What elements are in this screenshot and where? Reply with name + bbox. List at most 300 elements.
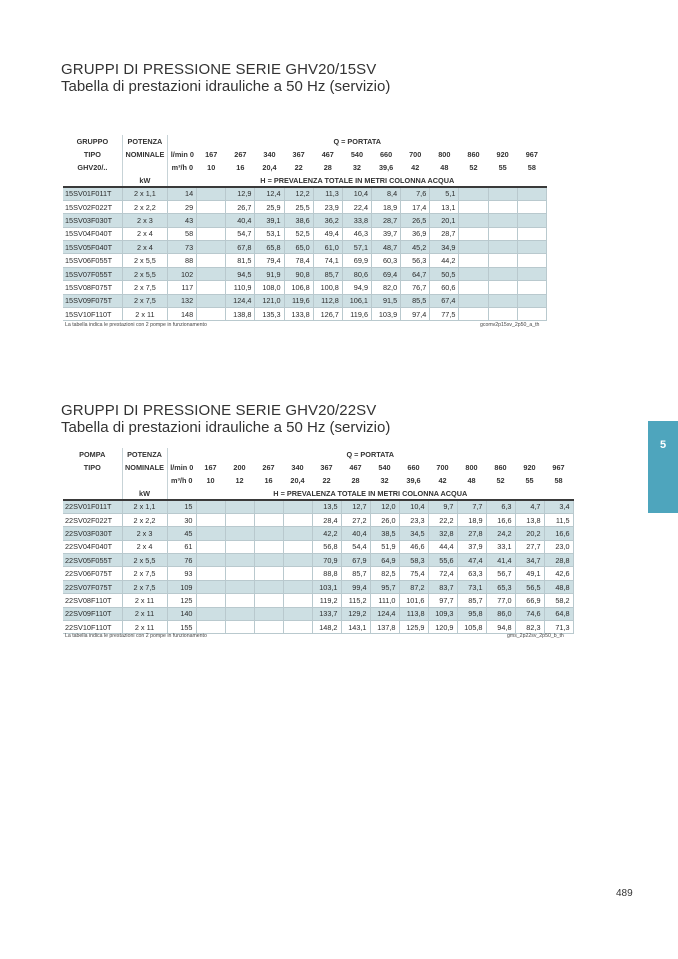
head-value [488, 294, 517, 307]
head-value [459, 214, 488, 227]
head-value: 18,9 [457, 513, 486, 526]
header-flow-m3h: 52 [469, 163, 478, 172]
head-value [459, 308, 488, 321]
head-value: 97,4 [401, 308, 430, 321]
head-at-zero-flow: 102 [168, 267, 197, 280]
header-flow-lmin: 700 [409, 150, 422, 159]
head-value: 25,9 [255, 200, 284, 213]
head-value: 82,5 [370, 567, 399, 580]
head-value [225, 554, 254, 567]
head-value: 25,5 [284, 200, 313, 213]
head-value: 17,4 [401, 200, 430, 213]
table-row [63, 214, 547, 227]
head-value: 4,7 [515, 500, 544, 513]
head-value [197, 308, 226, 321]
header-flow-m3h: 10 [207, 163, 216, 172]
header-flow-lmin: 167 [204, 463, 217, 472]
head-value: 124,4 [226, 294, 255, 307]
header-nominal-label: NOMINALE [122, 148, 167, 161]
head-value: 16,6 [486, 513, 515, 526]
nominal-power: 2 x 11 [122, 308, 167, 321]
head-at-zero-flow: 76 [167, 554, 196, 567]
head-value: 86,0 [486, 607, 515, 620]
head-value: 20,1 [430, 214, 459, 227]
head-value: 90,8 [284, 267, 313, 280]
head-value [517, 187, 546, 200]
head-value: 111,0 [370, 594, 399, 607]
title: GRUPPI DI PRESSIONE SERIE GHV20/22SV [61, 402, 377, 419]
table-reference-code: gcomv2p15sv_2p50_a_th [480, 322, 540, 328]
nominal-power: 2 x 7,5 [122, 567, 167, 580]
head-value: 12,4 [255, 187, 284, 200]
head-value: 46,6 [399, 540, 428, 553]
head-value: 119,6 [342, 308, 371, 321]
head-value [459, 254, 488, 267]
head-value: 77,5 [430, 308, 459, 321]
head-value: 91,5 [372, 294, 401, 307]
head-value: 38,6 [284, 214, 313, 227]
header-flow-label: Q = PORTATA [346, 450, 395, 459]
head-at-zero-flow: 58 [168, 227, 197, 240]
head-value: 47,4 [457, 554, 486, 567]
head-value: 63,3 [457, 567, 486, 580]
head-value: 28,7 [372, 214, 401, 227]
head-value: 76,7 [401, 281, 430, 294]
head-value: 70,9 [312, 554, 341, 567]
header-flow-m3h: 12 [235, 476, 244, 485]
head-value: 23,9 [313, 200, 342, 213]
head-value: 50,5 [430, 267, 459, 280]
head-value: 49,1 [515, 567, 544, 580]
header-flow-lmin: 967 [525, 150, 538, 159]
head-value [197, 254, 226, 267]
head-value: 54,7 [226, 227, 255, 240]
head-value [488, 254, 517, 267]
table-note: La tabella indica le prestazioni con 2 pompe in funzionamento [65, 633, 207, 639]
head-value [283, 527, 312, 540]
head-value: 11,3 [313, 187, 342, 200]
head-value: 65,3 [486, 580, 515, 593]
head-value: 67,9 [341, 554, 370, 567]
head-value: 11,5 [544, 513, 573, 526]
head-value [283, 554, 312, 567]
nominal-power: 2 x 11 [122, 607, 167, 620]
head-value [197, 267, 226, 280]
header-lmin-label: l/min 0 [170, 463, 194, 472]
header-flow-lmin: 167 [205, 150, 218, 159]
head-value [254, 500, 283, 513]
head-value [196, 527, 225, 540]
head-value: 40,4 [341, 527, 370, 540]
head-value: 36,2 [313, 214, 342, 227]
head-value: 97,7 [428, 594, 457, 607]
head-value: 36,9 [401, 227, 430, 240]
nominal-power: 2 x 11 [122, 621, 167, 634]
head-value: 28,7 [430, 227, 459, 240]
header-flow-m3h: 16 [264, 476, 273, 485]
header-model-label: GRUPPO [63, 135, 122, 148]
table-row [63, 621, 573, 634]
header-m3h-label: m³/h 0 [171, 476, 193, 485]
head-value: 119,2 [312, 594, 341, 607]
model-code: 22SV08F110T [63, 594, 122, 607]
header-kw-label: kW [122, 487, 167, 500]
head-value: 52,5 [284, 227, 313, 240]
head-value: 26,7 [226, 200, 255, 213]
head-at-zero-flow: 132 [168, 294, 197, 307]
chapter-number: 5 [659, 439, 667, 451]
model-code: 22SV06F075T [63, 567, 122, 580]
header-empty [63, 487, 122, 500]
head-value [488, 308, 517, 321]
head-value: 12,2 [284, 187, 313, 200]
head-value [254, 527, 283, 540]
table-row [63, 567, 573, 580]
head-value [488, 214, 517, 227]
head-value: 85,5 [401, 294, 430, 307]
head-value: 6,3 [486, 500, 515, 513]
head-at-zero-flow: 29 [168, 200, 197, 213]
head-value: 39,7 [372, 227, 401, 240]
head-value: 13,5 [312, 500, 341, 513]
nominal-power: 2 x 5,5 [122, 554, 167, 567]
head-value: 27,2 [341, 513, 370, 526]
model-code: 15SV06F055T [63, 254, 122, 267]
nominal-power: 2 x 2,2 [122, 200, 167, 213]
head-value [283, 621, 312, 634]
head-value [459, 227, 488, 240]
head-value: 60,3 [372, 254, 401, 267]
section-title-15sv [61, 61, 390, 95]
head-value: 85,7 [313, 267, 342, 280]
head-value: 58,3 [399, 554, 428, 567]
head-value: 23,3 [399, 513, 428, 526]
nominal-power: 2 x 7,5 [122, 281, 167, 294]
head-value [488, 200, 517, 213]
header-flow-m3h: 58 [554, 476, 563, 485]
nominal-power: 2 x 11 [122, 594, 167, 607]
head-value: 57,1 [342, 241, 371, 254]
head-value: 7,7 [457, 500, 486, 513]
head-at-zero-flow: 93 [167, 567, 196, 580]
head-value [225, 513, 254, 526]
head-value: 33,1 [486, 540, 515, 553]
table-row [63, 607, 573, 620]
nominal-power: 2 x 7,5 [122, 580, 167, 593]
header-series-label [63, 474, 122, 487]
head-value: 85,7 [341, 567, 370, 580]
head-value: 148,2 [312, 621, 341, 634]
header-flow-m3h: 32 [380, 476, 389, 485]
head-value: 40,4 [226, 214, 255, 227]
head-value: 34,9 [430, 241, 459, 254]
table-row [63, 500, 573, 513]
head-value [517, 241, 546, 254]
head-value [197, 281, 226, 294]
head-value [225, 527, 254, 540]
head-value [197, 294, 226, 307]
header-flow-m3h: 16 [236, 163, 245, 172]
header-flow-lmin: 540 [350, 150, 364, 159]
head-value [283, 540, 312, 553]
header-flow-lmin: 800 [465, 463, 478, 472]
head-value [225, 540, 254, 553]
head-value: 83,7 [428, 580, 457, 593]
head-value: 61,0 [313, 241, 342, 254]
nominal-power: 2 x 1,1 [122, 500, 167, 513]
head-value: 3,4 [544, 500, 573, 513]
model-code: 15SV01F011T [63, 187, 122, 200]
model-code: 22SV09F110T [63, 607, 122, 620]
head-at-zero-flow: 73 [168, 241, 197, 254]
head-value: 32,8 [428, 527, 457, 540]
table-row [63, 200, 547, 213]
header-flow-m3h: 20,4 [290, 476, 305, 485]
header-flow-label: Q = PORTATA [333, 137, 382, 146]
header-nominal-label: NOMINALE [122, 461, 167, 474]
nominal-power: 2 x 3 [122, 527, 167, 540]
head-value: 94,8 [486, 621, 515, 634]
header-flow-m3h: 48 [440, 163, 449, 172]
head-value: 48,8 [544, 580, 573, 593]
head-value [254, 567, 283, 580]
head-value [225, 621, 254, 634]
head-value: 56,5 [515, 580, 544, 593]
head-value: 67,4 [430, 294, 459, 307]
head-value: 5,1 [430, 187, 459, 200]
head-value: 129,2 [341, 607, 370, 620]
head-value: 7,6 [401, 187, 430, 200]
title: GRUPPI DI PRESSIONE SERIE GHV20/15SV [61, 61, 377, 78]
head-value [517, 227, 546, 240]
head-value [197, 187, 226, 200]
head-value: 103,1 [312, 580, 341, 593]
head-value [488, 267, 517, 280]
head-value: 74,6 [515, 607, 544, 620]
table-row [63, 540, 573, 553]
head-value: 94,9 [342, 281, 371, 294]
header-series-label: GHV20/.. [63, 161, 122, 174]
head-value [225, 580, 254, 593]
header-head-label: H = PREVALENZA TOTALE IN METRI COLONNA ACQUA [167, 487, 573, 500]
head-value [283, 567, 312, 580]
head-at-zero-flow: 148 [168, 308, 197, 321]
head-at-zero-flow: 43 [168, 214, 197, 227]
head-value: 67,8 [226, 241, 255, 254]
header-flow-lmin: 800 [438, 150, 451, 159]
head-at-zero-flow: 140 [167, 607, 196, 620]
head-value: 37,9 [457, 540, 486, 553]
header-type-label: TIPO [63, 461, 122, 474]
head-value: 22,2 [428, 513, 457, 526]
head-value: 81,5 [226, 254, 255, 267]
head-value [283, 580, 312, 593]
header-flow-lmin: 860 [494, 463, 507, 472]
model-code: 15SV03F030T [63, 214, 122, 227]
header-flow-lmin: 267 [262, 463, 275, 472]
head-value: 71,3 [544, 621, 573, 634]
head-at-zero-flow: 155 [167, 621, 196, 634]
header-flow-lmin: 920 [496, 150, 509, 159]
model-code: 22SV03F030T [63, 527, 122, 540]
head-value: 56,3 [401, 254, 430, 267]
head-value: 26,5 [401, 214, 430, 227]
head-value: 27,8 [457, 527, 486, 540]
section-title-22sv [61, 402, 390, 436]
header-flow-lmin: 660 [407, 463, 420, 472]
head-value: 91,9 [255, 267, 284, 280]
header-flow-lmin: 660 [379, 150, 393, 159]
nominal-power: 2 x 4 [122, 241, 167, 254]
nominal-power: 2 x 4 [122, 540, 167, 553]
head-value: 12,9 [226, 187, 255, 200]
head-value [488, 187, 517, 200]
head-value [254, 580, 283, 593]
table-row [63, 527, 573, 540]
table-row [63, 227, 547, 240]
head-value: 58,2 [544, 594, 573, 607]
head-at-zero-flow: 15 [167, 500, 196, 513]
head-value: 51,9 [370, 540, 399, 553]
head-value: 124,4 [370, 607, 399, 620]
head-value: 88,8 [312, 567, 341, 580]
performance-table-22sv [63, 448, 574, 634]
performance-table-15sv [63, 135, 547, 321]
head-value: 49,4 [313, 227, 342, 240]
head-value: 135,3 [255, 308, 284, 321]
table-row [63, 513, 573, 526]
head-value [225, 607, 254, 620]
head-value [488, 241, 517, 254]
head-value: 75,4 [399, 567, 428, 580]
header-flow-m3h: 55 [498, 163, 507, 172]
head-value: 12,0 [370, 500, 399, 513]
header-flow-m3h: 22 [322, 476, 331, 485]
head-value [254, 607, 283, 620]
head-value [459, 281, 488, 294]
head-value: 101,6 [399, 594, 428, 607]
head-value: 95,8 [457, 607, 486, 620]
head-value: 26,0 [370, 513, 399, 526]
head-value: 133,8 [284, 308, 313, 321]
model-code: 15SV05F040T [63, 241, 122, 254]
head-at-zero-flow: 45 [167, 527, 196, 540]
head-value [517, 254, 546, 267]
head-value: 65,8 [255, 241, 284, 254]
header-model-label: POMPA [63, 448, 122, 461]
head-value [196, 500, 225, 513]
head-value [254, 554, 283, 567]
head-value: 82,3 [515, 621, 544, 634]
table-row [63, 254, 547, 267]
header-flow-lmin: 367 [320, 463, 333, 472]
header-m3h-label: m³/h 0 [171, 163, 194, 172]
head-value: 28,4 [312, 513, 341, 526]
head-value: 95,7 [370, 580, 399, 593]
chapter-tab[interactable] [648, 421, 678, 513]
header-flow-m3h: 28 [351, 476, 360, 485]
nominal-power: 2 x 2,2 [122, 513, 167, 526]
head-value: 10,4 [342, 187, 371, 200]
head-value [459, 200, 488, 213]
nominal-power: 2 x 5,5 [122, 267, 167, 280]
head-value [197, 200, 226, 213]
head-value: 113,8 [399, 607, 428, 620]
head-value: 100,8 [313, 281, 342, 294]
head-value [196, 607, 225, 620]
head-value: 28,8 [544, 554, 573, 567]
header-flow-m3h: 22 [294, 163, 303, 172]
nominal-power: 2 x 1,1 [122, 187, 167, 200]
head-value: 64,9 [370, 554, 399, 567]
head-at-zero-flow: 30 [167, 513, 196, 526]
head-value [283, 513, 312, 526]
head-value: 110,9 [226, 281, 255, 294]
head-value: 42,6 [544, 567, 573, 580]
header-flow-m3h: 48 [467, 476, 476, 485]
header-flow-m3h: 20,4 [262, 163, 277, 172]
head-value [517, 267, 546, 280]
head-value [254, 594, 283, 607]
header-flow-lmin: 267 [234, 150, 247, 159]
head-value: 56,8 [312, 540, 341, 553]
head-value [225, 567, 254, 580]
head-value [283, 594, 312, 607]
head-value: 34,7 [515, 554, 544, 567]
head-at-zero-flow: 117 [168, 281, 197, 294]
page-number: 489 [616, 888, 633, 899]
head-value: 60,6 [430, 281, 459, 294]
model-code: 15SV07F055T [63, 267, 122, 280]
model-code: 22SV04F040T [63, 540, 122, 553]
head-value [196, 540, 225, 553]
head-value [196, 621, 225, 634]
head-value: 72,4 [428, 567, 457, 580]
head-value: 121,0 [255, 294, 284, 307]
head-value [225, 500, 254, 513]
header-flow-lmin: 467 [349, 463, 362, 472]
head-value: 45,2 [401, 241, 430, 254]
head-value: 64,7 [401, 267, 430, 280]
head-value: 137,8 [370, 621, 399, 634]
table-row [63, 281, 547, 294]
head-value [517, 308, 546, 321]
header-flow-lmin: 340 [291, 463, 304, 472]
model-code: 15SV02F022T [63, 200, 122, 213]
table-reference-code: gms_2p22sv_2p50_b_th [507, 633, 564, 639]
head-value [225, 594, 254, 607]
head-value: 79,4 [255, 254, 284, 267]
head-value: 106,8 [284, 281, 313, 294]
head-value [517, 294, 546, 307]
head-value: 74,1 [313, 254, 342, 267]
head-value [283, 607, 312, 620]
head-value: 18,9 [372, 200, 401, 213]
head-value [197, 227, 226, 240]
head-value: 13,8 [515, 513, 544, 526]
head-value: 125,9 [399, 621, 428, 634]
nominal-power: 2 x 5,5 [122, 254, 167, 267]
head-value: 27,7 [515, 540, 544, 553]
header-flow-m3h: 39,6 [406, 476, 421, 485]
table-row [63, 267, 547, 280]
header-flow-lmin: 200 [233, 463, 246, 472]
head-value [197, 241, 226, 254]
head-value: 119,6 [284, 294, 313, 307]
head-value: 99,4 [341, 580, 370, 593]
table-row [63, 187, 547, 200]
head-value: 82,0 [372, 281, 401, 294]
